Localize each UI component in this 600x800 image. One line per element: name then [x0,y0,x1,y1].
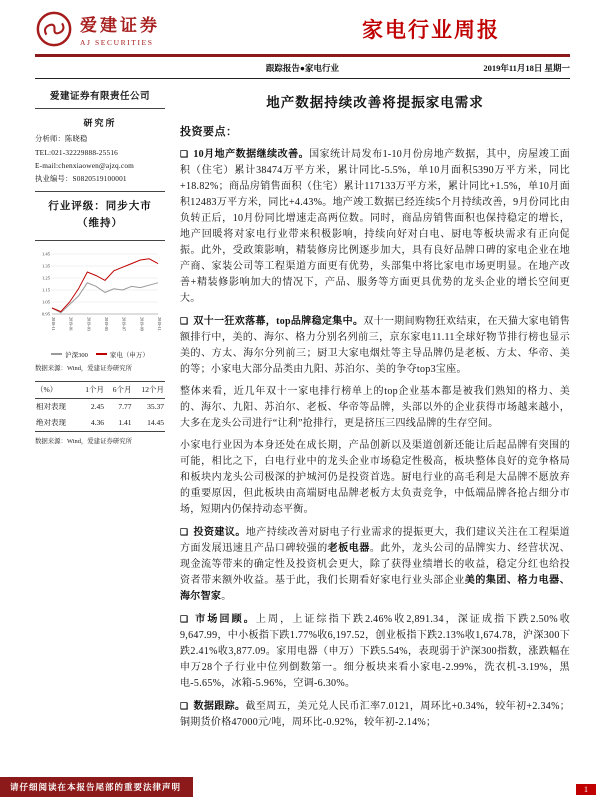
report-paragraph [180,698,570,731]
table-header-cell: 12个月 [141,385,164,395]
brand-name-en: AJ SECURITIES [80,38,154,47]
table-cell: 1.41 [118,418,132,428]
bullet-icon: ❑ [180,149,189,159]
paragraph-text: 。 [221,591,232,602]
svg-text:2019-07: 2019-07 [121,316,127,331]
report-title: 家电行业周报 [362,18,500,42]
paragraph-text: 10月地产数据继续改善。 [193,149,310,160]
svg-text:1.45: 1.45 [41,251,50,257]
table-cell: 7.77 [118,402,132,412]
legend-swatch [96,353,107,355]
paragraph-text: 上周，上证综指下跌2.46%收2,891.34，深证成指下跌2.50%收9,647.99，中小板指下跌1.77%收6,197.52，创业板指下跌2.13%收1,674.78，沪深300下跌2.41%收3,877.09。家用电器（申万）下跌5.54%，表现弱于沪深300指数，涨跌幅在申万28个子行业中位列倒数第一。细分板块来看小家电-2.99%，洗衣机-3.19%，黑电-5.65%，冰箱-5.96%，空调-6.30%。 [180,614,570,689]
paragraph-text: 地产持续改善对厨电子行业需求的提振更大，我们建议关注在工程渠道方面发展迅速且产品口碑较强的 [180,527,570,554]
svg-text:2019-05: 2019-05 [104,316,109,331]
table-source: 数据来源：Wind，爱建证券研究所 [35,437,133,445]
report-paragraph [180,524,570,605]
svg-text:2018-11: 2018-11 [51,316,56,331]
brand-text [80,11,160,47]
paragraph-text: 美的集团、格力电器、海尔智家 [180,575,571,602]
paragraph-text: 小家电行业因为本身还处在成长期，产品创新以及渠道创新还能让后起品牌有突围的可能，相比之下，白电行业中的龙头企业市场稳定性极高，板块整体良好的竞争格局和板块内龙头公司极深的护城河仍是投资首选。厨电行业的高毛利是大品牌不愿放弃的重要原因，但此板块由高端厨电品牌老板方太负责竞争，中低端品牌各抢占细分市场，短期内仍保持动态平衡。 [180,440,570,515]
svg-text:1.35: 1.35 [41,263,50,269]
bullet-icon: ❑ [180,316,189,326]
table-header-cell: （%） [36,385,58,395]
table-cell: 2.45 [90,402,104,412]
analyst-line: 分析师：陈晓稳 [35,134,88,143]
report-paragraph [180,313,570,378]
bullet-icon: ❑ [180,614,189,624]
paragraph-text: 。此外，龙头公司的品牌实力、经营状况、现金流等带来的确定性及投资机会更大，除了获得业绩增长的收益，稳定分红也给投资者带来额外收益。基于此，我们长期看好家电行业头部企业 [180,543,571,586]
table-row [35,415,165,432]
paragraph-text: 国家统计局发布1-10月份房地产数据，其中，房屋竣工面积（住宅）累计38474万平方米，累计同比-5.5%，单10月面积5390万平方米，同比+18.82%；商品房销售面积（住宅）累计117133万平方米，累计同比+1.5%，单10月面积12483万平方米，同比+4.43%。地产竣工数据已经连续5个月持续改善，9月份同比由负转正后，10月份同比增速走高两位数。同时，商品房销售面积也保持稳定的增长，地产回暖将对家电行业带来积极影响，持续向好对白电、厨电等板块需求有正向促振。此外，受政策影响，精装修房比例逐步加大，具有良好品牌口碑的家电企业在地产商、家装公司等工程渠道方面更有优势，头部集中将比家电市场更明显。在地产改善+精装修影响加大的情况下，产品、服务等方面更具优势的龙头企业的增长空间更大。 [180,149,570,304]
report-paragraph [180,384,570,432]
report-paragraph [180,146,570,307]
legend-item [51,350,88,359]
legend-label: 家电（申万） [109,351,149,359]
svg-text:2019-09: 2019-09 [139,316,145,331]
table-row [35,398,165,415]
legend-label: 沪深300 [65,351,88,359]
header [35,10,570,57]
report-paragraph [180,611,570,692]
report-date: 2019年11月18日 星期一 [483,63,570,73]
page-number: 1 [576,784,596,795]
svg-text:1.25: 1.25 [41,275,50,281]
paragraphs [180,146,570,731]
industry-rating [35,191,165,241]
bullet-icon: ❑ [180,701,189,711]
paragraph-text: 老板电器 [327,543,370,554]
legend-item [96,350,149,359]
table-cell: 35.37 [147,402,164,412]
table-header-cell: 1个月 [85,385,104,395]
svg-text:2019-01: 2019-01 [68,316,74,331]
svg-text:0.95: 0.95 [41,311,50,317]
license-line: 执业编号：S0820519100001 [35,174,127,183]
report-category: 跟踪报告●家电行业 [265,63,340,73]
brand [35,10,160,48]
page-title: 地产数据持续改善将提振家电需求 [266,95,484,110]
paragraph-text: 整体来看，近几年双十一家电排行榜单上的top企业基本都是被我们熟知的格力、美的、海尔、九阳、苏泊尔、老板、华帝等品牌，头部以外的企业获得市场越来越小，大多在龙头公司进行“让利”抢排行，更是挤压三四线品牌的生存空间。 [180,386,570,429]
svg-text:2019-11: 2019-11 [157,316,162,331]
tel-line: TEL:021-32229888-25516 [35,148,119,157]
table-cell: 14.45 [147,418,164,428]
table-header-cell: 6个月 [112,385,132,395]
svg-text:1.15: 1.15 [41,287,50,293]
analyst-contact [35,134,165,184]
chart-legend [35,350,165,359]
disclaimer-bar: 请仔细阅读在本报告尾部的重要法律声明 [0,777,193,797]
svg-text:1.05: 1.05 [41,299,50,305]
table-cell: 绝对表现 [36,418,66,428]
aj-securities-logo-icon [35,10,73,48]
content-columns [35,88,570,737]
meta-bar [35,57,570,79]
section-label: 投资要点： [180,126,238,138]
brand-name-cn: 爱建证券 [80,16,160,35]
paragraph-text: 投资建议。 [193,527,246,538]
paragraph-text: 双十一期间购物狂欢结束，在天猫大家电销售额排行中，美的、海尔、格力分别名列前三，京东家电11.11全球好物节排行榜也显示美的、方太、海尔分列前三；厨卫大家电烟灶等主导品牌仍是老板、方太、华帝、美的等；小家电大部分品类由九阳、苏泊尔、美的争夺top3宝座。 [180,316,570,375]
chart-box [35,250,165,445]
email-line: E-mail:chenxiaowen@ajzq.com [35,161,135,170]
performance-table [35,381,165,432]
paragraph-text: 市场回顾。 [193,614,256,625]
paragraph-text: 截至周五，美元兑人民币汇率7.0121，周环比+0.34%，较年初+2.34%；铜期货价格47000元/吨，周环比-0.92%，较年初-2.14%； [180,701,570,728]
table-cell: 4.36 [90,418,104,428]
performance-chart [35,250,163,348]
chart-source: 数据来源：Wind，爱建证券研究所 [35,364,133,372]
report-body [165,88,570,737]
paragraph-text: 双十一狂欢落幕，top品牌稳定集中。 [193,316,364,327]
company-name: 爱建证券有限责任公司 [35,88,165,109]
table-cell: 相对表现 [36,402,66,412]
sidebar [35,88,165,737]
svg-text:2019-03: 2019-03 [86,316,92,331]
rating-value: 行业评级：同步大市 [48,201,152,212]
institute-name: 研究所 [83,118,117,128]
bullet-icon: ❑ [180,527,189,537]
rating-note: （维持） [77,217,123,229]
report-paragraph [180,438,570,518]
paragraph-text: 数据跟踪。 [193,701,246,712]
legend-swatch [51,353,62,355]
